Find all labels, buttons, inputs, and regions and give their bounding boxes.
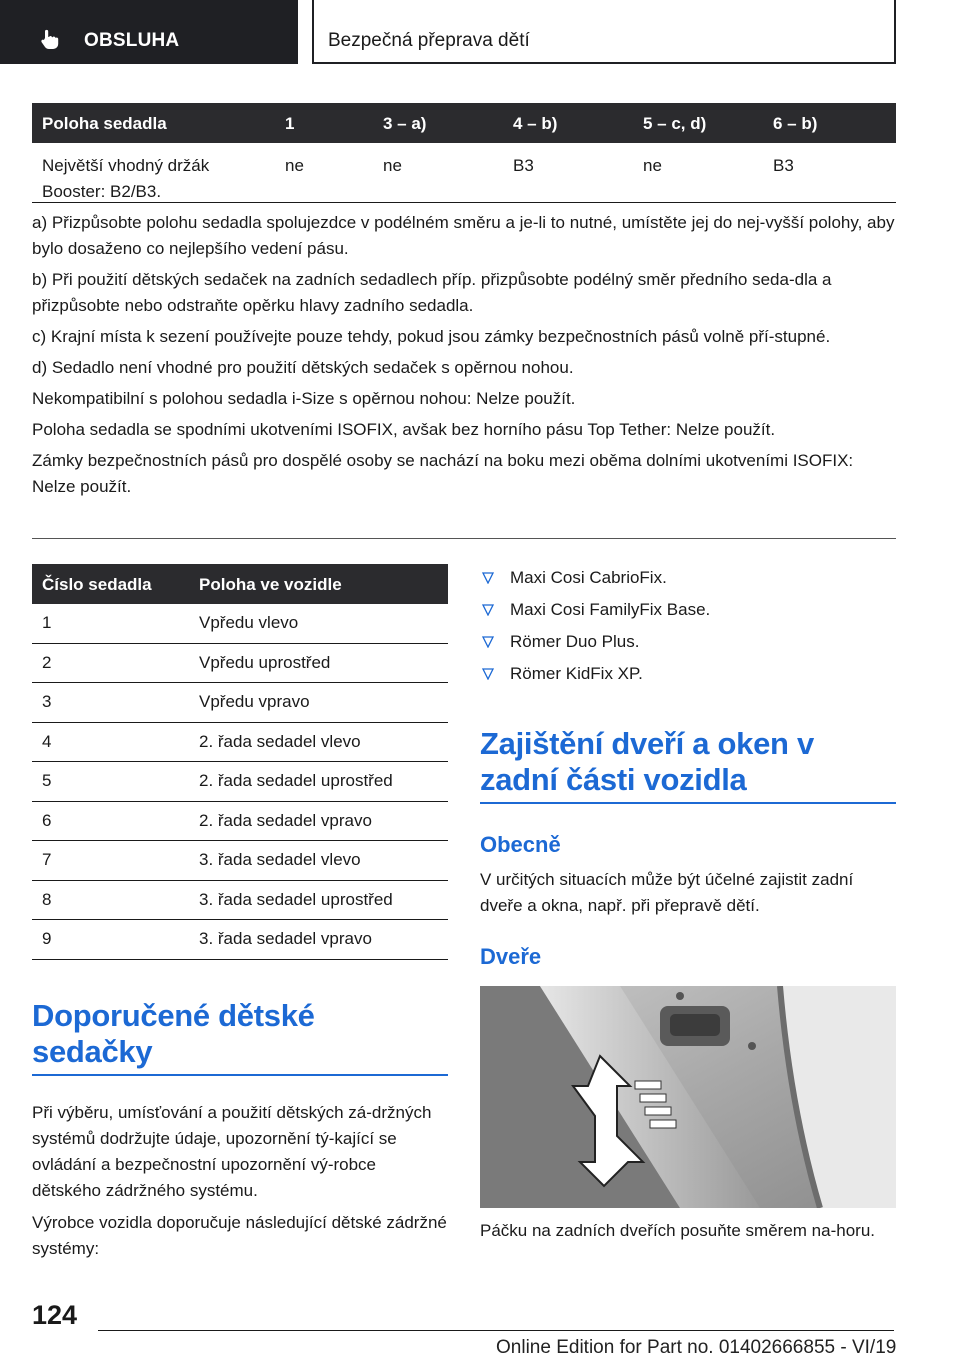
- note: Poloha sedadla se spodními ukotveními ISOFIX, avšak bez horního pásu Top Tether: Nelze použít.: [32, 420, 776, 439]
- table-row: [32, 723, 448, 763]
- seat-number: 4: [42, 731, 52, 751]
- seat-position: 2. řada sedadel vlevo: [199, 731, 361, 751]
- seat-position: Vpředu uprostřed: [199, 652, 331, 672]
- seat-number: 9: [42, 929, 52, 948]
- note: a) Přizpůsobte polohu sedadla spolujezdce v podélném směru a je-li to nutné, umístěte jej do nej-vyšší polohy, aby bylo dosaženo co nejlepšího vedení pásu.: [32, 213, 895, 258]
- table-cell: B3: [513, 156, 534, 175]
- subsection-header: [312, 0, 896, 64]
- table-cell: ne: [643, 156, 662, 175]
- triangle-bullet-icon: [482, 636, 494, 648]
- seat-number: 1: [42, 613, 52, 632]
- note: Zámky bezpečnostních pásů pro dospělé osoby se nachází na boku mezi oběma dolními ukotveními ISOFIX: Nelze použít.: [32, 451, 854, 496]
- seat-number: 5: [42, 771, 52, 790]
- table-cell: ne: [383, 156, 402, 175]
- page-number: 124: [32, 1300, 78, 1330]
- recommended-text: [32, 1100, 448, 1268]
- column-header: Poloha ve vozidle: [199, 575, 342, 594]
- table-header: [32, 564, 448, 604]
- table-row: [32, 762, 448, 802]
- seat-position: 2. řada sedadel vpravo: [199, 810, 372, 830]
- table-row: [32, 802, 448, 842]
- seat-number: 8: [42, 889, 52, 909]
- seat-position: 2. řada sedadel uprostřed: [199, 771, 393, 790]
- section-title: OBSLUHA: [84, 30, 180, 51]
- subheading-doors: Dveře: [480, 944, 542, 969]
- recommended-list: [480, 564, 896, 692]
- seat-number: 6: [42, 810, 52, 830]
- footer-rule: [98, 1330, 894, 1331]
- seat-compatibility-table: [32, 103, 896, 203]
- triangle-bullet-icon: [482, 572, 494, 584]
- table-row: [32, 683, 448, 723]
- seat-number: 2: [42, 652, 52, 672]
- seat-number: 3: [42, 692, 52, 711]
- heading-rule: [32, 1074, 448, 1076]
- table-row: [32, 881, 448, 921]
- triangle-bullet-icon: [482, 604, 494, 616]
- door-lock-photo: [480, 986, 896, 1208]
- section-heading: Doporučené dětské sedačky: [32, 998, 315, 1069]
- column-header: 4 – b): [513, 114, 558, 133]
- section-header: [0, 0, 298, 64]
- paragraph: Výrobce vozidla doporučuje následující dětské zádržné systémy:: [32, 1213, 447, 1258]
- list-item: Maxi Cosi CabrioFix.: [480, 564, 896, 596]
- table-row: [32, 604, 448, 644]
- list-item: Römer KidFix XP.: [480, 660, 896, 692]
- table-row: [32, 841, 448, 881]
- seat-position: 3. řada sedadel vlevo: [199, 850, 361, 869]
- hand-pointer-icon: [38, 27, 62, 51]
- table-cell: B3: [773, 156, 794, 175]
- seat-position: Vpředu vlevo: [199, 613, 299, 632]
- paragraph: Při výběru, umísťování a použití dětských zá-držných systémů dodržujte údaje, upozornění tý-kající se ovládání a bezpečnostní upozornění vý-robce dětského zádržného systému.: [32, 1103, 432, 1200]
- note: Nekompatibilní s polohou sedadla i-Size s opěrnou nohou: Nelze použít.: [32, 389, 576, 408]
- list-item: Maxi Cosi FamilyFix Base.: [480, 596, 896, 628]
- column-header: Poloha sedadla: [42, 114, 167, 133]
- column-header: 6 – b): [773, 114, 818, 133]
- seat-position: 3. řada sedadel vpravo: [199, 929, 372, 948]
- section-heading: Zajištění dveří a oken v zadní části vozidla: [480, 726, 814, 797]
- column-header: 5 – c, d): [643, 114, 707, 133]
- note: d) Sedadlo není vhodné pro použití dětských sedaček s opěrnou nohou.: [32, 358, 574, 377]
- subsection-title: Bezpečná přeprava dětí: [328, 30, 530, 51]
- column-header: Číslo sedadla: [42, 575, 152, 594]
- note: c) Krajní místa k sezení používejte pouze tehdy, pokud jsou zámky bezpečnostních pásů volně pří-stupné.: [32, 327, 831, 346]
- edition-text: Online Edition for Part no. 01402666855 - VI/19: [496, 1337, 897, 1358]
- subheading-general: Obecně: [480, 832, 561, 857]
- divider: [32, 538, 896, 539]
- note: b) Při použití dětských sedaček na zadních sedadlech příp. přizpůsobte podélný směr předního seda-dla a přizpůsobte nebo odstraňte opěrku hlavy zadního sedadla.: [32, 270, 832, 315]
- door-lock-illustration: [480, 986, 896, 1208]
- row-label: Největší vhodný držák Booster: B2/B3.: [42, 156, 210, 201]
- table-header: [32, 103, 896, 143]
- seat-position: Vpředu vpravo: [199, 692, 310, 711]
- seat-position: 3. řada sedadel uprostřed: [199, 889, 393, 909]
- photo-caption: Páčku na zadních dveřích posuňte směrem na-horu.: [480, 1221, 875, 1240]
- seat-position-table: [32, 564, 448, 960]
- triangle-bullet-icon: [482, 668, 494, 680]
- table-row: [32, 920, 448, 960]
- list-item: Römer Duo Plus.: [480, 628, 896, 660]
- heading-rule: [480, 802, 896, 804]
- table-row: [32, 644, 448, 684]
- column-header: 3 – a): [383, 114, 427, 133]
- table-cell: ne: [285, 156, 304, 175]
- table-row: [32, 143, 896, 203]
- general-text: V určitých situacích může být účelné zajistit zadní dveře a okna, např. při přepravě dětí.: [480, 870, 854, 915]
- seat-number: 7: [42, 850, 52, 869]
- table-notes: [32, 210, 896, 505]
- column-header: 1: [285, 114, 295, 133]
